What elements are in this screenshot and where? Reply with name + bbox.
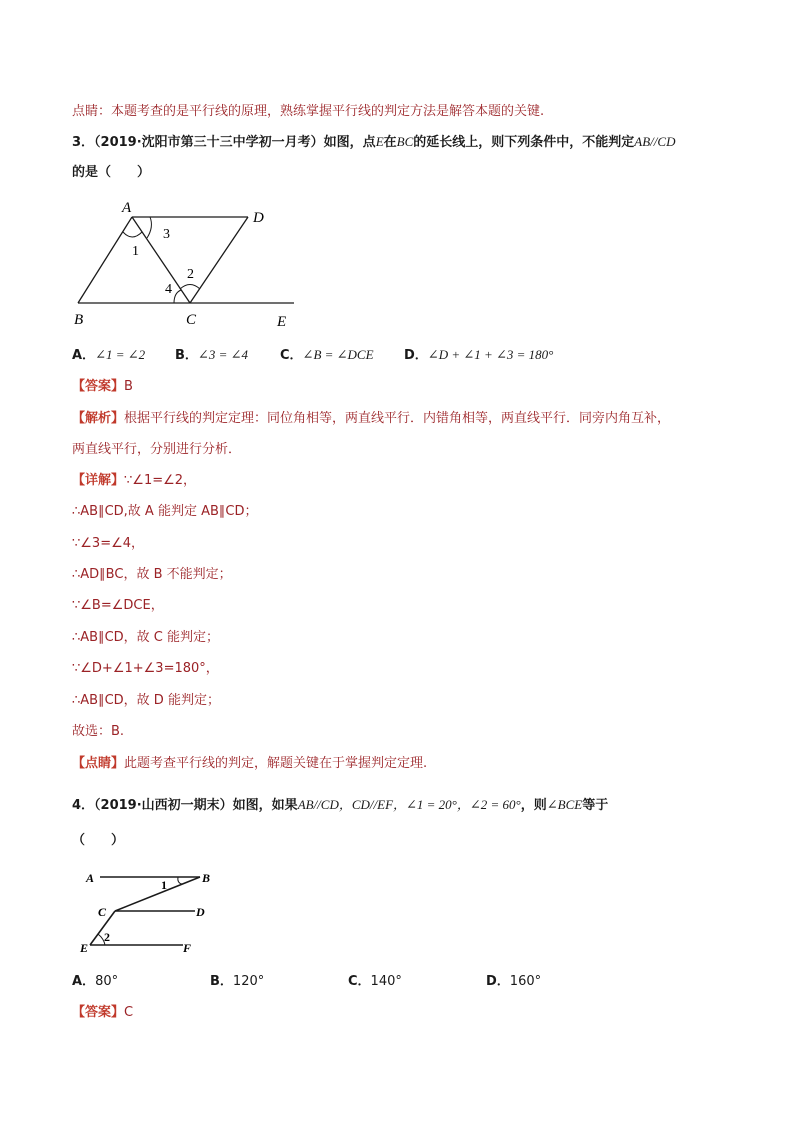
- q3-angle-arc-4: [174, 290, 181, 303]
- q4-label-c: C: [98, 905, 107, 919]
- q3-option-a[interactable]: [72, 346, 145, 365]
- q3-stem-4: 的是（ ）: [72, 165, 151, 180]
- q4-option-b-text: 120°: [232, 974, 265, 989]
- prev-dianjing-tag: 点睛：: [72, 104, 112, 119]
- q3-analysis-text-1: 根据平行线的判定定理：同位角相等，两直线平行．内错角相等，两直线平行．同旁内角互补，: [124, 411, 671, 426]
- q3-stem-line1: [72, 133, 675, 152]
- q3-answer: [72, 378, 133, 396]
- q3-line-ac: [132, 217, 190, 303]
- q3-angle-arc-2: [180, 285, 200, 290]
- q3-analysis-text-2: 两直线平行，分别进行分析．: [72, 442, 242, 457]
- q3-detail-line4: ∵∠B=∠DCE，: [72, 598, 164, 613]
- q3-line-ab: [78, 217, 132, 303]
- q3-option-c-letter: C．: [280, 348, 303, 363]
- q3-option-d[interactable]: [404, 346, 553, 365]
- q3-label-b: B: [74, 312, 84, 328]
- q4-line-bc: [115, 877, 200, 911]
- q3-option-d-letter: D．: [404, 348, 428, 363]
- q3-option-d-text: ∠D + ∠1 + ∠3 = 180°: [427, 347, 554, 362]
- q3-detail-line5: ∴AB∥CD，故 C 能判定；: [72, 630, 220, 645]
- q4-option-b-letter: B．: [210, 974, 233, 989]
- q3-stem-3: 的延长线上，则下列条件中，不能判定: [413, 135, 635, 150]
- q3-stem-2: 在: [383, 135, 397, 150]
- q3-line-cd: [190, 217, 248, 303]
- q4-option-d[interactable]: [486, 973, 541, 991]
- q3-figure: [70, 192, 300, 332]
- q3-detail-text-0: ∵∠1=∠2，: [124, 473, 197, 488]
- q3-option-c-text: ∠B = ∠DCE: [302, 347, 374, 362]
- q4-label-d: D: [196, 905, 205, 919]
- q3-detail-line6: ∵∠D+∠1+∠3=180°，: [72, 661, 219, 676]
- q4-target-angle: ∠BCE: [546, 797, 583, 812]
- q3-analysis-line1: [72, 410, 670, 428]
- q3-angle-arc-1: [123, 232, 142, 237]
- q3-dianjing-text: 此题考查平行线的判定，解题关键在于掌握判定定理.: [124, 756, 428, 771]
- q4-stem-line2: [72, 832, 124, 850]
- q4-label-e: E: [80, 941, 89, 955]
- q4-stem-3: 等于: [582, 798, 609, 813]
- q4-conditions: AB//CD，CD//EF，∠1 = 20°，∠2 = 60°: [297, 797, 521, 812]
- q4-label-b: B: [202, 871, 211, 885]
- q4-answer-tag: 【答案】: [72, 1005, 125, 1020]
- q3-option-a-text: ∠1 = ∠2: [95, 347, 146, 362]
- q3-label-d: D: [253, 210, 264, 226]
- q3-label-1: 1: [132, 244, 139, 259]
- q3-detail-tag: 【详解】: [72, 473, 125, 488]
- q4-answer: [72, 1004, 133, 1022]
- q3-option-a-letter: A．: [72, 348, 96, 363]
- q4-option-c-text: 140°: [370, 974, 402, 989]
- q4-option-d-text: 160°: [509, 974, 542, 989]
- q3-label-c: C: [186, 312, 197, 328]
- q3-ab-cd: AB//CD: [634, 134, 676, 149]
- q3-detail-line0: [72, 472, 196, 490]
- q3-detail-line1: ∴AB∥CD,故 A 能判定 AB∥CD；: [72, 504, 258, 519]
- q4-option-a-text: 80°: [95, 974, 119, 989]
- q4-label-f: F: [183, 941, 192, 955]
- q4-option-a[interactable]: [72, 973, 118, 991]
- q4-stem-1: 如图，如果: [232, 798, 298, 813]
- q3-point-e: E: [375, 134, 384, 149]
- q3-seg-bc: BC: [396, 134, 414, 149]
- q3-dianjing: [72, 755, 427, 773]
- q4-stem-line1: [72, 796, 608, 815]
- q3-dianjing-tag: 【点睛】: [72, 756, 125, 771]
- q3-analysis-tag: 【解析】: [72, 411, 125, 426]
- q3-answer-tag: 【答案】: [72, 379, 125, 394]
- prev-dianjing: [72, 103, 544, 121]
- q3-stem-1: 如图，点: [323, 135, 376, 150]
- q3-stem-line2: [72, 164, 150, 182]
- q4-answer-value: C: [124, 1005, 134, 1020]
- q4-label-1: 1: [161, 878, 167, 892]
- q4-option-b[interactable]: [210, 973, 264, 991]
- q3-angle-arc-3: [147, 217, 151, 238]
- q3-label-a: A: [122, 200, 132, 216]
- q4-option-c[interactable]: [348, 973, 402, 991]
- q3-detail-line2: ∵∠3=∠4，: [72, 536, 145, 551]
- q4-angle-arc-1: [178, 877, 182, 884]
- q3-option-c[interactable]: [280, 346, 374, 365]
- prev-dianjing-text: 本题考查的是平行线的原理，熟练掌握平行线的判定方法是解答本题的关键.: [111, 104, 545, 119]
- q4-figure: [78, 862, 228, 962]
- q3-label-e: E: [277, 314, 287, 330]
- q3-option-b-text: ∠3 = ∠4: [197, 347, 248, 362]
- q4-label-2: 2: [104, 930, 110, 944]
- q3-option-b-letter: B．: [175, 348, 198, 363]
- q3-label-4: 4: [165, 282, 172, 297]
- q3-source: （2019·沈阳市第三十三中学初一月考）: [94, 135, 324, 150]
- q4-stem-2: ，则: [520, 798, 547, 813]
- q3-label-3: 3: [163, 227, 170, 242]
- q3-number: 3．: [72, 135, 95, 150]
- q4-source: （2019·山西初一期末）: [94, 798, 233, 813]
- q4-number: 4．: [72, 798, 95, 813]
- q4-option-a-letter: A．: [72, 974, 96, 989]
- q3-detail-line3: ∴AD∥BC，故 B 不能判定；: [72, 567, 232, 582]
- q3-choice: 故选：B.: [72, 724, 125, 739]
- q3-option-b[interactable]: [175, 346, 248, 365]
- q4-option-c-letter: C．: [348, 974, 371, 989]
- q3-label-2: 2: [187, 267, 194, 282]
- q4-paren: （ ）: [72, 833, 125, 848]
- q4-option-d-letter: D．: [486, 974, 510, 989]
- q4-label-a: A: [86, 871, 95, 885]
- q3-detail-line7: ∴AB∥CD，故 D 能判定；: [72, 693, 220, 708]
- q3-answer-value: B: [124, 379, 133, 394]
- q3-analysis-line2: [72, 441, 241, 459]
